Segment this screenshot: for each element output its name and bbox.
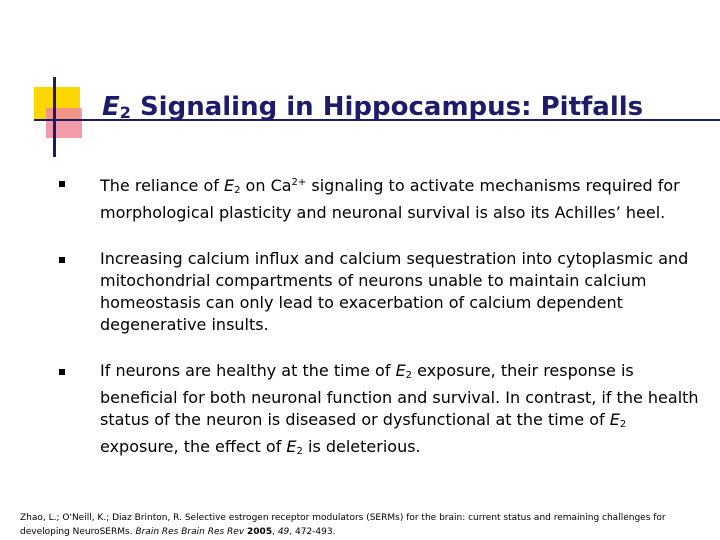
decoration-vertical-line (53, 77, 56, 157)
bullet-text: If neurons are healthy at the time of (100, 361, 396, 380)
title-normal-text: Pitfalls (531, 92, 644, 122)
bullet-item (56, 172, 706, 224)
slide-title (102, 90, 643, 130)
e2-symbol: E (286, 437, 297, 456)
title-symbol-subscript: 2 (119, 103, 131, 122)
e2-subscript: 2 (405, 370, 413, 381)
bullet-text: The reliance of (100, 176, 224, 195)
e2-symbol: E (223, 176, 235, 195)
citation-volume: 49 (277, 527, 290, 537)
calcium-superscript: 2+ (291, 177, 307, 188)
bullet-text: Increasing calcium influx and calcium sequestration into cytoplasmic and mitochondrial compartments of neurons unable to maintain calcium homeostasis can only lead to exacerbation of calcium dependent degenerative insults. (100, 249, 689, 334)
e2-symbol: E (609, 410, 620, 429)
decoration-red-square (46, 108, 82, 138)
title-bold-text: Signaling in Hippocampus: (130, 92, 532, 122)
citation-text: Zhao, L.; O'Neill, K.; Diaz Brinton, R. Selective estrogen receptor modulators (SERMs) for the brain: current status and remaining challenges for developing NeuroSERMs. (20, 513, 666, 537)
e2-symbol: E (395, 361, 406, 380)
citation-pages: , 472-493. (289, 527, 336, 537)
citation: Zhao, L.; O'Neill, K.; Diaz Brinton, R. Selective estrogen receptor modulators (SERMs) for the brain: current status and remaining challenges for developing NeuroSERMs. Brain Res Brain Res Rev 2005, 49, 472-493. (20, 513, 666, 537)
bullet-item (56, 360, 706, 463)
bullet-marker-icon (59, 257, 65, 263)
e2-subscript: 2 (296, 446, 303, 457)
e2-subscript: 2 (234, 185, 241, 196)
citation-journal: Brain Res Brain Res Rev (135, 527, 245, 537)
bullet-list (56, 172, 706, 487)
bullet-text: signaling to activate mechanisms required for morphological plasticity and neuronal survival is also its Achilles’ heel. (100, 176, 680, 222)
bullet-item (56, 248, 706, 336)
bullet-text: exposure, the effect of (100, 437, 287, 456)
bullet-marker-icon (59, 181, 65, 187)
bullet-text: is deleterious. (302, 437, 421, 456)
bullet-text: exposure, their response is beneficial for both neuronal function and survival. In contrast, if the health status of the neuron is diseased or dysfunctional at the time of (100, 361, 699, 429)
citation-year: 2005 (247, 527, 273, 537)
bullet-text: on Ca (240, 176, 292, 195)
title-symbol: E (102, 92, 120, 122)
e2-subscript: 2 (619, 419, 627, 430)
bullet-marker-icon (59, 369, 65, 375)
